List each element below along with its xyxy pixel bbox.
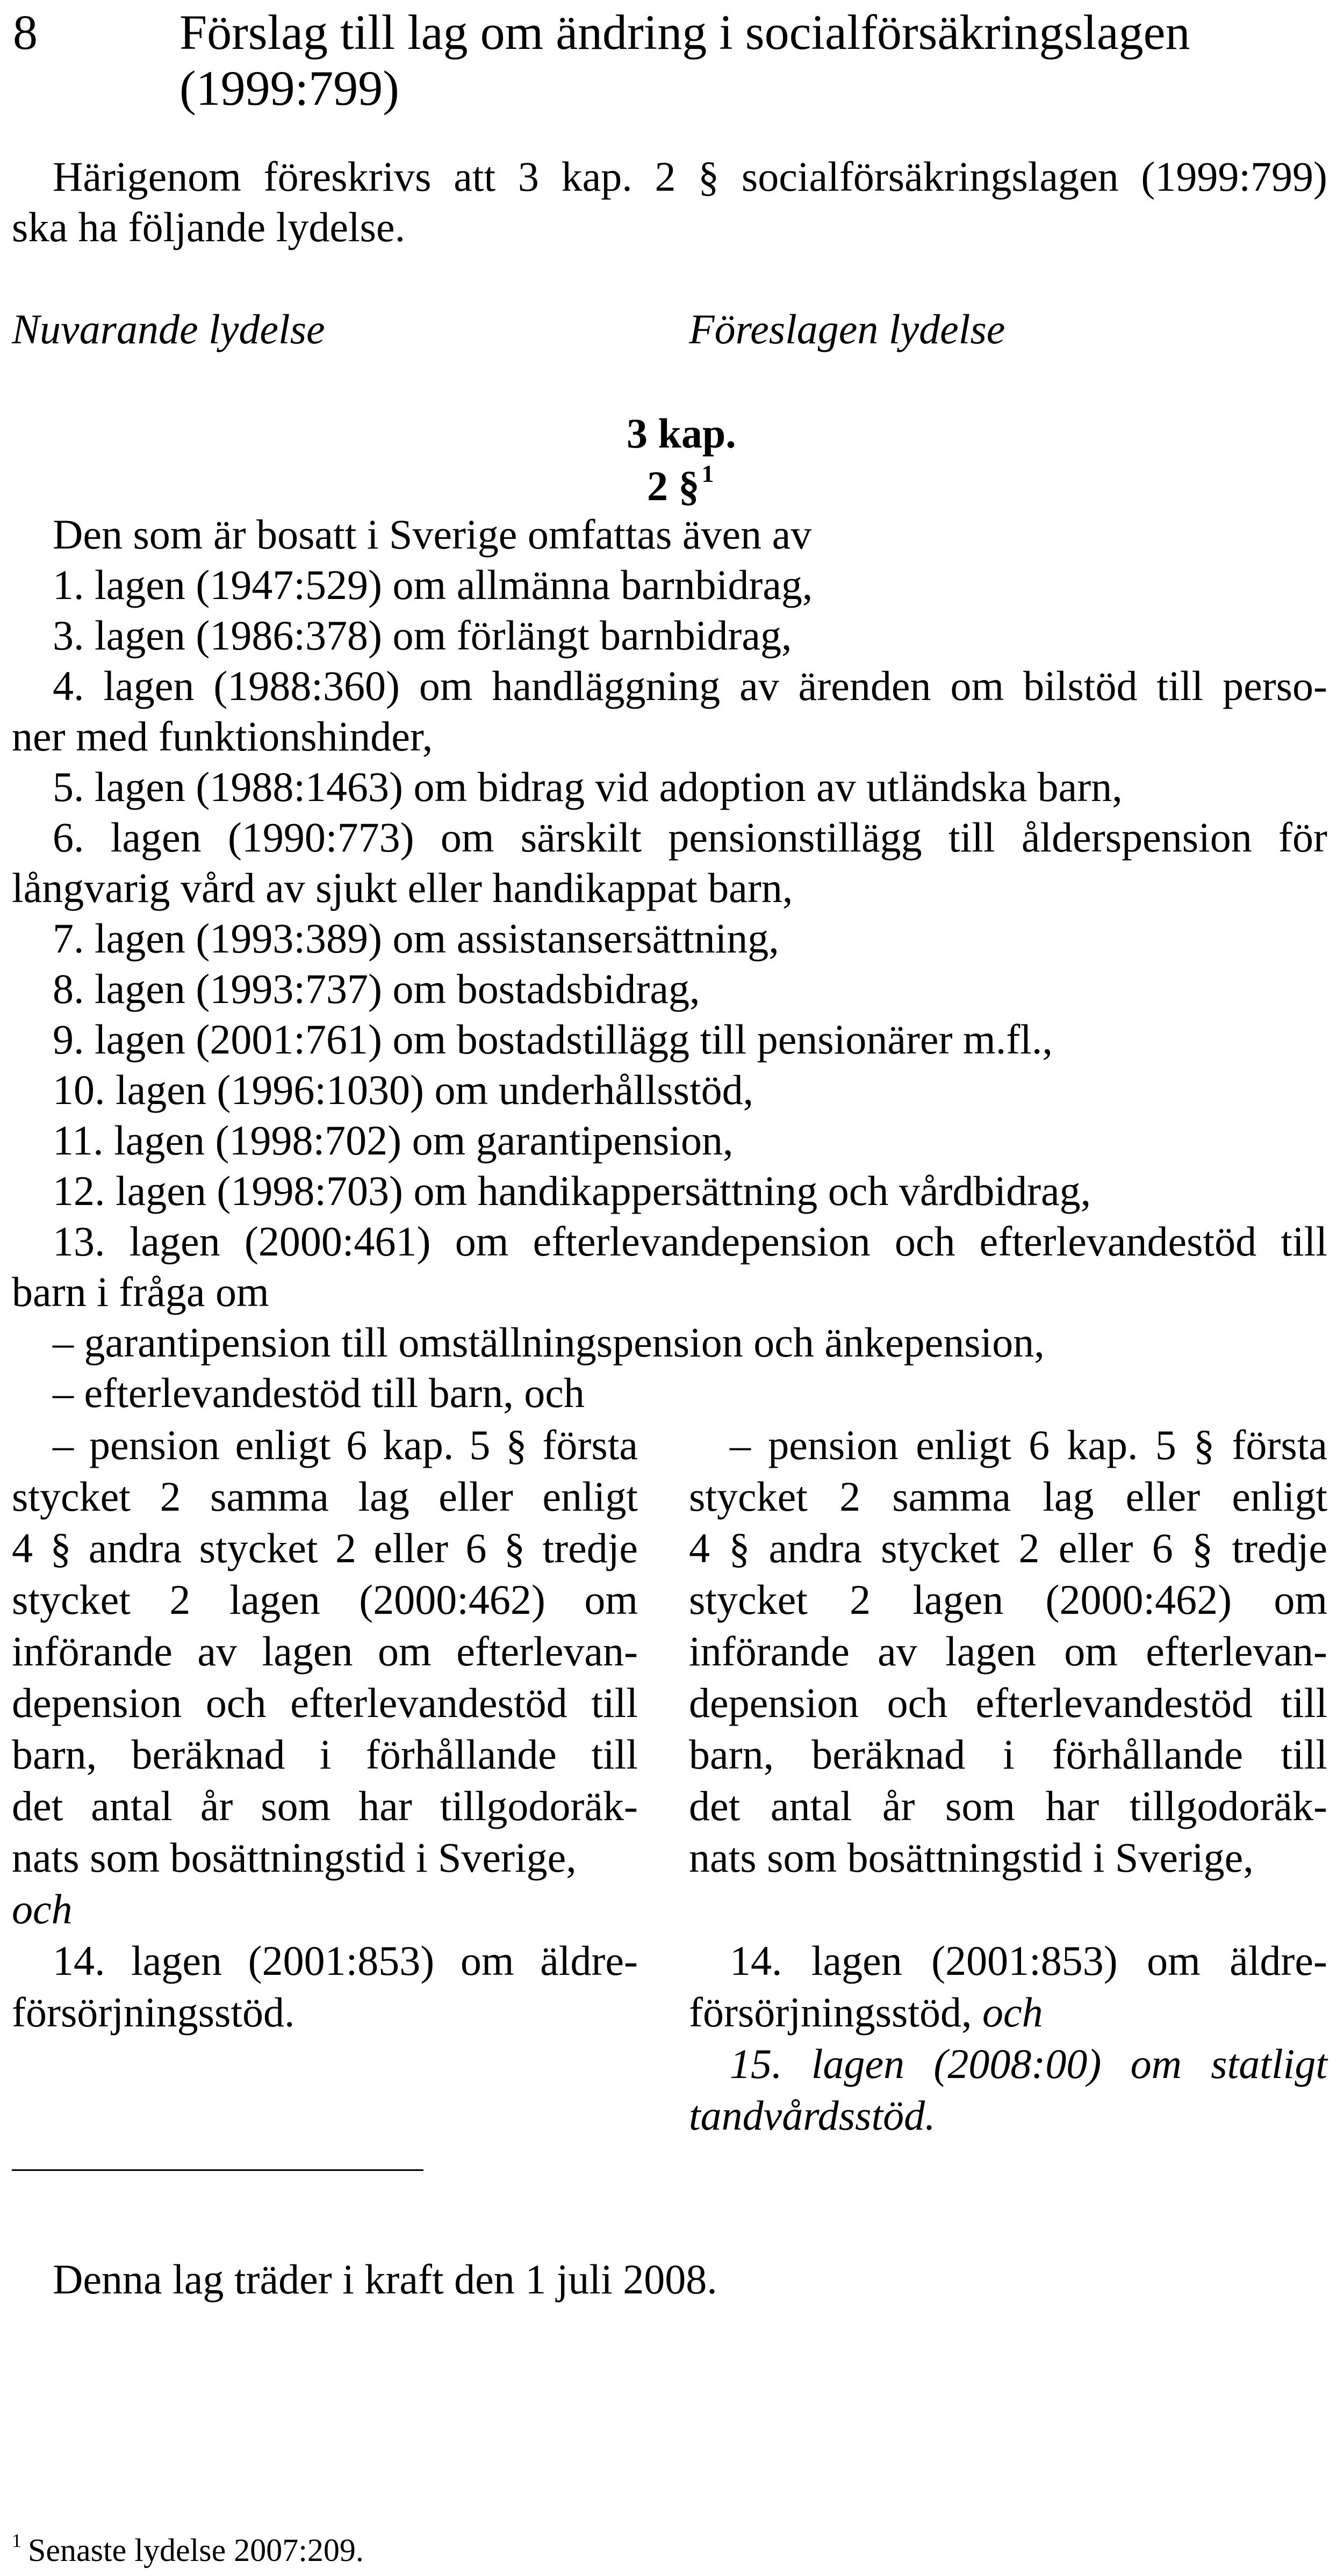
current-line-7: det antal år som har tillgodoräk- (12, 1783, 638, 1829)
document-title-line-2: (1999:799) (179, 61, 399, 116)
separator-rule (12, 2169, 423, 2171)
footnote-reference: 1 (701, 460, 714, 487)
current-line-1: stycket 2 samma lag eller enligt (12, 1473, 638, 1520)
proposed-version-column (689, 1419, 1327, 2141)
proposed-item-15-line-1: 15. lagen (2008:00) om statligt (730, 2040, 1327, 2087)
document-title-line-1: Förslag till lag om ändring i socialförsäkringslagen (179, 5, 1190, 60)
current-line-2: 4 § andra stycket 2 eller 6 § tredje (12, 1525, 638, 1571)
shared-line-12: 11. lagen (1998:702) om garantipension, (53, 1117, 734, 1164)
current-line-5: depension och efterlevandestöd till (12, 1679, 638, 1726)
shared-line-15: barn i fråga om (12, 1268, 269, 1315)
shared-line-1: 1. lagen (1947:529) om allmänna barnbidrag, (53, 561, 813, 608)
shared-line-4: ner med funktionshinder, (12, 713, 433, 760)
intro-line-1: Härigenom föreskrivs att 3 kap. 2 § socialförsäkringslagen (1999:799) (53, 153, 1327, 200)
shared-line-13: 12. lagen (1998:703) om handikappersättning och vårdbidrag, (53, 1167, 1091, 1214)
shared-line-16: – garantipension till omställningspension och änkepension, (53, 1319, 1045, 1366)
paragraph-number: 2 § (647, 463, 700, 509)
current-line-6: barn, beräknad i förhållande till (12, 1731, 638, 1778)
shared-line-2: 3. lagen (1986:378) om förlängt barnbidrag, (53, 612, 792, 659)
current-item-14-line-1: 14. lagen (2001:853) om äldre- (53, 1937, 638, 1984)
shared-line-10: 9. lagen (2001:761) om bostadstillägg till pensionärer m.fl., (53, 1016, 1053, 1063)
proposed-item-14-line-1: 14. lagen (2001:853) om äldre- (730, 1937, 1327, 1984)
shared-line-14: 13. lagen (2000:461) om efterlevandepension och efterlevandestöd till (53, 1218, 1327, 1265)
shared-line-8: 7. lagen (1993:389) om assistansersättning, (53, 915, 779, 962)
proposed-line-6: barn, beräknad i förhållande till (689, 1731, 1327, 1778)
proposed-line-7: det antal år som har tillgodoräk- (689, 1783, 1327, 1829)
proposed-version-label: Föreslagen lydelse (689, 306, 1005, 352)
footnote (12, 2531, 364, 2573)
shared-line-17: – efterlevandestöd till barn, och (53, 1369, 585, 1416)
effective-date-text: Denna lag träder i kraft den 1 juli 2008. (53, 2256, 717, 2303)
chapter-heading: 3 kap. (627, 410, 736, 457)
shared-line-9: 8. lagen (1993:737) om bostadsbidrag, (53, 965, 700, 1012)
footnote-marker: 1 (12, 2530, 21, 2551)
current-version-column (12, 1419, 638, 2038)
proposed-och: och (982, 1989, 1043, 2036)
current-item-14-line-2: försörjningsstöd. (12, 1989, 295, 2036)
shared-line-6: 6. lagen (1990:773) om särskilt pensionstillägg till ålderspension för (53, 814, 1327, 861)
current-line-4: införande av lagen om efterlevan- (12, 1628, 638, 1675)
shared-line-7: långvarig vård av sjukt eller handikappat barn, (12, 864, 793, 911)
proposed-item-14-text: försörjningsstöd, (689, 1989, 982, 2036)
current-och: och (12, 1886, 73, 1932)
proposed-line-5: depension och efterlevandestöd till (689, 1679, 1327, 1726)
proposed-item-14-line-2 (689, 1987, 1327, 2038)
intro-line-2: ska ha följande lydelse. (12, 204, 406, 250)
current-version-label: Nuvarande lydelse (12, 306, 325, 352)
proposed-line-3: stycket 2 lagen (2000:462) om (689, 1576, 1327, 1623)
shared-line-3: 4. lagen (1988:360) om handläggning av ärenden om bilstöd till perso- (53, 662, 1327, 709)
proposed-line-4: införande av lagen om efterlevan- (689, 1628, 1327, 1675)
current-line-3: stycket 2 lagen (2000:462) om (12, 1576, 638, 1623)
current-line-0: – pension enligt 6 kap. 5 § första (53, 1422, 638, 1468)
shared-line-0: Den som är bosatt i Sverige omfattas även av (53, 511, 812, 558)
proposed-line-2: 4 § andra stycket 2 eller 6 § tredje (689, 1525, 1327, 1571)
current-line-8: nats som bosättningstid i Sverige, (12, 1834, 577, 1881)
proposed-line-1: stycket 2 samma lag eller enligt (689, 1473, 1327, 1520)
footnote-text: Senaste lydelse 2007:209. (28, 2532, 364, 2568)
proposed-line-8: nats som bosättningstid i Sverige, (689, 1834, 1254, 1881)
page-number: 8 (13, 5, 38, 60)
shared-line-11: 10. lagen (1996:1030) om underhållsstöd, (53, 1066, 754, 1113)
proposed-line-0: – pension enligt 6 kap. 5 § första (730, 1422, 1327, 1468)
shared-line-5: 5. lagen (1988:1463) om bidrag vid adoption av utländska barn, (53, 763, 1123, 810)
proposed-item-15-line-2: tandvårdsstöd. (689, 2092, 936, 2139)
proposed-spacer (689, 1884, 1327, 1935)
